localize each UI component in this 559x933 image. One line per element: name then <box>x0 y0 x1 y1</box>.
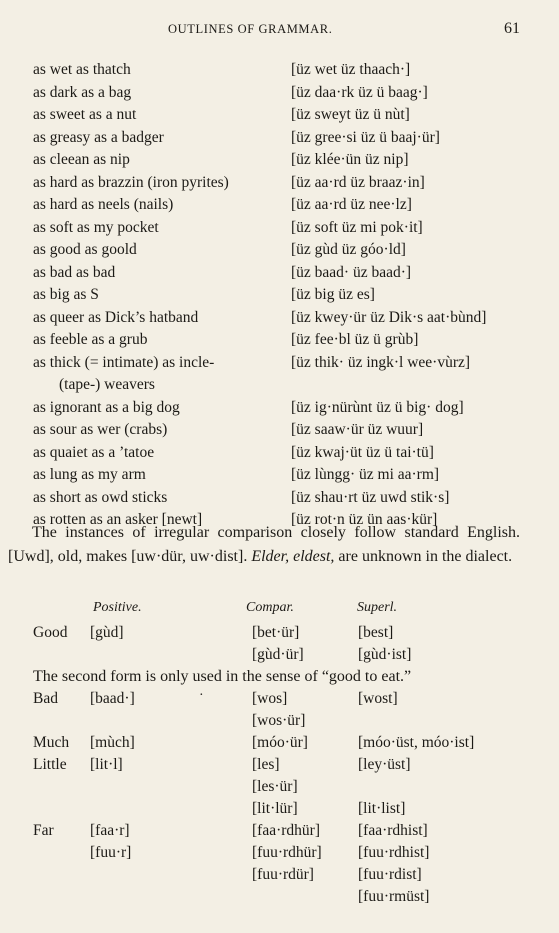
comparison-list <box>0 59 559 532</box>
table-positive: [fuu·r] <box>90 844 132 861</box>
phrase-text: as feeble as a grub <box>33 331 148 348</box>
table-word: Little <box>33 756 67 773</box>
page-number: 61 <box>504 20 520 37</box>
table-word: Good <box>33 624 68 641</box>
comparison-row <box>0 307 559 330</box>
comparison-row <box>0 127 559 150</box>
paragraph-text: The instances of irregular comparison closely follow standard English. [Uwd], old, makes [uw·dür, uw·dist]. <box>8 524 520 565</box>
phrase-text: as lung as my arm <box>33 466 146 483</box>
header-compar: Compar. <box>246 600 294 615</box>
phrase-text: as bad as bad <box>33 263 116 281</box>
table-positive: [gùd] <box>90 624 124 641</box>
comparison-phrase <box>33 262 115 285</box>
comparison-phrase <box>33 464 146 487</box>
comparison-pronunciation: [üz aa·rd üz nee·lz] <box>291 196 412 213</box>
phrase-text: as thick (= intimate) as incle- <box>33 353 215 371</box>
table-comparative: [faa·rdhür] <box>252 822 320 839</box>
comparison-phrase <box>33 104 136 127</box>
header-positive: Positive. <box>93 600 142 615</box>
comparison-row <box>0 149 559 172</box>
comparison-pronunciation: [üz klée·ün üz nip] <box>291 151 409 168</box>
table-positive: [faa·r] <box>90 822 130 839</box>
comparison-phrase <box>33 329 147 352</box>
phrase-text: as sweet as a nut <box>33 106 137 123</box>
comparison-phrase <box>33 149 130 172</box>
comparison-phrase <box>33 127 164 150</box>
paragraph-italic: Elder, eldest, <box>251 547 335 565</box>
phrase-text: as hard as neels (nails) <box>33 196 174 213</box>
comparison-row <box>0 419 559 442</box>
comparison-row <box>0 329 559 352</box>
phrase-text: as rotten as an asker [newt] <box>33 511 203 528</box>
table-comparative: [lit·lür] <box>252 800 298 817</box>
comparison-row <box>0 284 559 307</box>
comparison-phrase <box>33 82 131 105</box>
phrase-text: as sour as wer (crabs) <box>33 421 168 438</box>
table-superlative: [fuu·rdist] <box>358 866 422 883</box>
comparison-pronunciation: [üz soft üz mi pok·it] <box>291 218 423 236</box>
table-word: Far <box>33 822 54 839</box>
table-positive: [baad·] <box>90 690 135 707</box>
comparison-pronunciation: [üz rot·n üz ün aas·kür] <box>291 511 438 528</box>
comparison-row <box>0 104 559 127</box>
comparison-pronunciation: [üz aa·rd üz braaz·in] <box>291 173 425 191</box>
table-comparative: [gùd·ür] <box>252 646 304 663</box>
comparison-phrase <box>33 239 137 262</box>
body-paragraph <box>8 521 520 568</box>
comparison-phrase <box>33 442 154 465</box>
table-superlative: [gùd·ist] <box>358 646 412 663</box>
comparison-phrase <box>33 419 167 442</box>
running-title: OUTLINES OF GRAMMAR. <box>168 22 333 36</box>
comparison-row <box>0 464 559 487</box>
comparison-pronunciation: [üz kwey·ür üz Dik·s aat·bùnd] <box>291 308 487 326</box>
comparison-pronunciation: [üz wet üz thaach·] <box>291 61 411 78</box>
comparison-phrase <box>33 194 173 217</box>
comparison-pronunciation: [üz big üz es] <box>291 286 375 303</box>
comparison-row <box>0 487 559 510</box>
table-comparative: [fuu·rdür] <box>252 866 314 883</box>
comparison-pronunciation: [üz thik· üz ingk·l wee·vùrz] <box>291 353 471 371</box>
comparison-pronunciation: [üz lùngg· üz mi aa·rm] <box>291 466 440 483</box>
comparison-phrase <box>33 397 180 420</box>
table-comparative: [les·ür] <box>252 778 298 795</box>
table-comparative: [móo·ür] <box>252 734 308 751</box>
table-superlative: [móo·üst, móo·ist] <box>358 734 475 751</box>
table-superlative: [fuu·rdhist] <box>358 844 430 861</box>
phrase-text: as soft as my pocket <box>33 218 159 236</box>
table-note: The second form is only used in the sense of “good to eat.” <box>33 668 412 685</box>
comparison-row <box>0 82 559 105</box>
table-word: Much <box>33 734 70 751</box>
comparison-row <box>0 217 559 240</box>
header-superl: Superl. <box>357 600 398 615</box>
comparison-row <box>0 397 559 420</box>
comparison-pronunciation: [üz ig·nürùnt üz ü big· dog] <box>291 398 464 416</box>
table-comparative: [bet·ür] <box>252 624 300 641</box>
comparison-phrase <box>33 59 131 82</box>
comparison-phrase <box>33 307 198 330</box>
table-comparative: [fuu·rdhür] <box>252 844 322 861</box>
phrase-text: as big as S <box>33 286 99 303</box>
comparison-row <box>0 239 559 262</box>
phrase-text: as quaiet as a ’tatoe <box>33 443 155 461</box>
comparison-pronunciation: [üz baad· üz baad·] <box>291 263 412 281</box>
comparison-row <box>0 262 559 285</box>
table-superlative: [lit·list] <box>358 800 406 817</box>
comparison-row <box>0 172 559 195</box>
phrase-text: as ignorant as a big dog <box>33 398 180 416</box>
phrase-text: as dark as a bag <box>33 83 132 101</box>
table-superlative: [faa·rdhist] <box>358 822 428 839</box>
comparison-pronunciation: [üz gree·si üz ü baaj·ür] <box>291 128 440 146</box>
comparison-pronunciation: [üz saaw·ür üz wuur] <box>291 421 424 438</box>
comparison-pronunciation: [üz sweyt üz ü nùt] <box>291 106 410 123</box>
comparison-row <box>0 352 559 397</box>
comparison-phrase <box>33 172 229 195</box>
phrase-text: as queer as Dick’s hatband <box>33 308 199 326</box>
phrase-text: as hard as brazzin (iron pyrites) <box>33 173 229 191</box>
comparison-row <box>0 59 559 82</box>
comparison-pronunciation: [üz daa·rk üz ü baag·] <box>291 83 428 101</box>
table-positive: [lit·l] <box>90 756 123 773</box>
comparison-row <box>0 194 559 217</box>
comparison-pronunciation: [üz fee·bl üz ü grùb] <box>291 331 419 348</box>
comparison-phrase <box>33 352 214 397</box>
table-comparative: [wos] <box>252 690 288 707</box>
phrase-text: as wet as thatch <box>33 61 131 78</box>
paragraph-text-end: are unknown in the dialect. <box>334 547 513 565</box>
page-header <box>0 22 559 42</box>
table-word: Bad <box>33 690 58 707</box>
comparison-phrase <box>33 284 99 307</box>
stray-dot: · <box>199 688 204 703</box>
comparison-row <box>0 442 559 465</box>
comparison-pronunciation: [üz shau·rt üz uwd stik·s] <box>291 488 450 506</box>
table-positive: [mùch] <box>90 734 135 751</box>
comparison-pronunciation: [üz kwaj·üt üz ü tai·tü] <box>291 443 434 461</box>
table-superlative: [wost] <box>358 690 398 707</box>
table-comparative: [les] <box>252 756 280 773</box>
comparison-phrase <box>33 217 159 240</box>
phrase-text: as greasy as a badger <box>33 128 164 146</box>
phrase-text: as short as owd sticks <box>33 488 168 506</box>
comparison-phrase <box>33 487 167 510</box>
phrase-continuation: (tape-) weavers <box>59 376 155 393</box>
table-superlative: [best] <box>358 624 394 641</box>
phrase-text: as cleean as nip <box>33 151 130 168</box>
table-superlative: [ley·üst] <box>358 756 411 773</box>
phrase-text: as good as goold <box>33 241 137 258</box>
table-superlative: [fuu·rmüst] <box>358 888 430 905</box>
comparison-pronunciation: [üz gùd üz góo·ld] <box>291 241 406 258</box>
table-comparative: [wos·ür] <box>252 712 306 729</box>
